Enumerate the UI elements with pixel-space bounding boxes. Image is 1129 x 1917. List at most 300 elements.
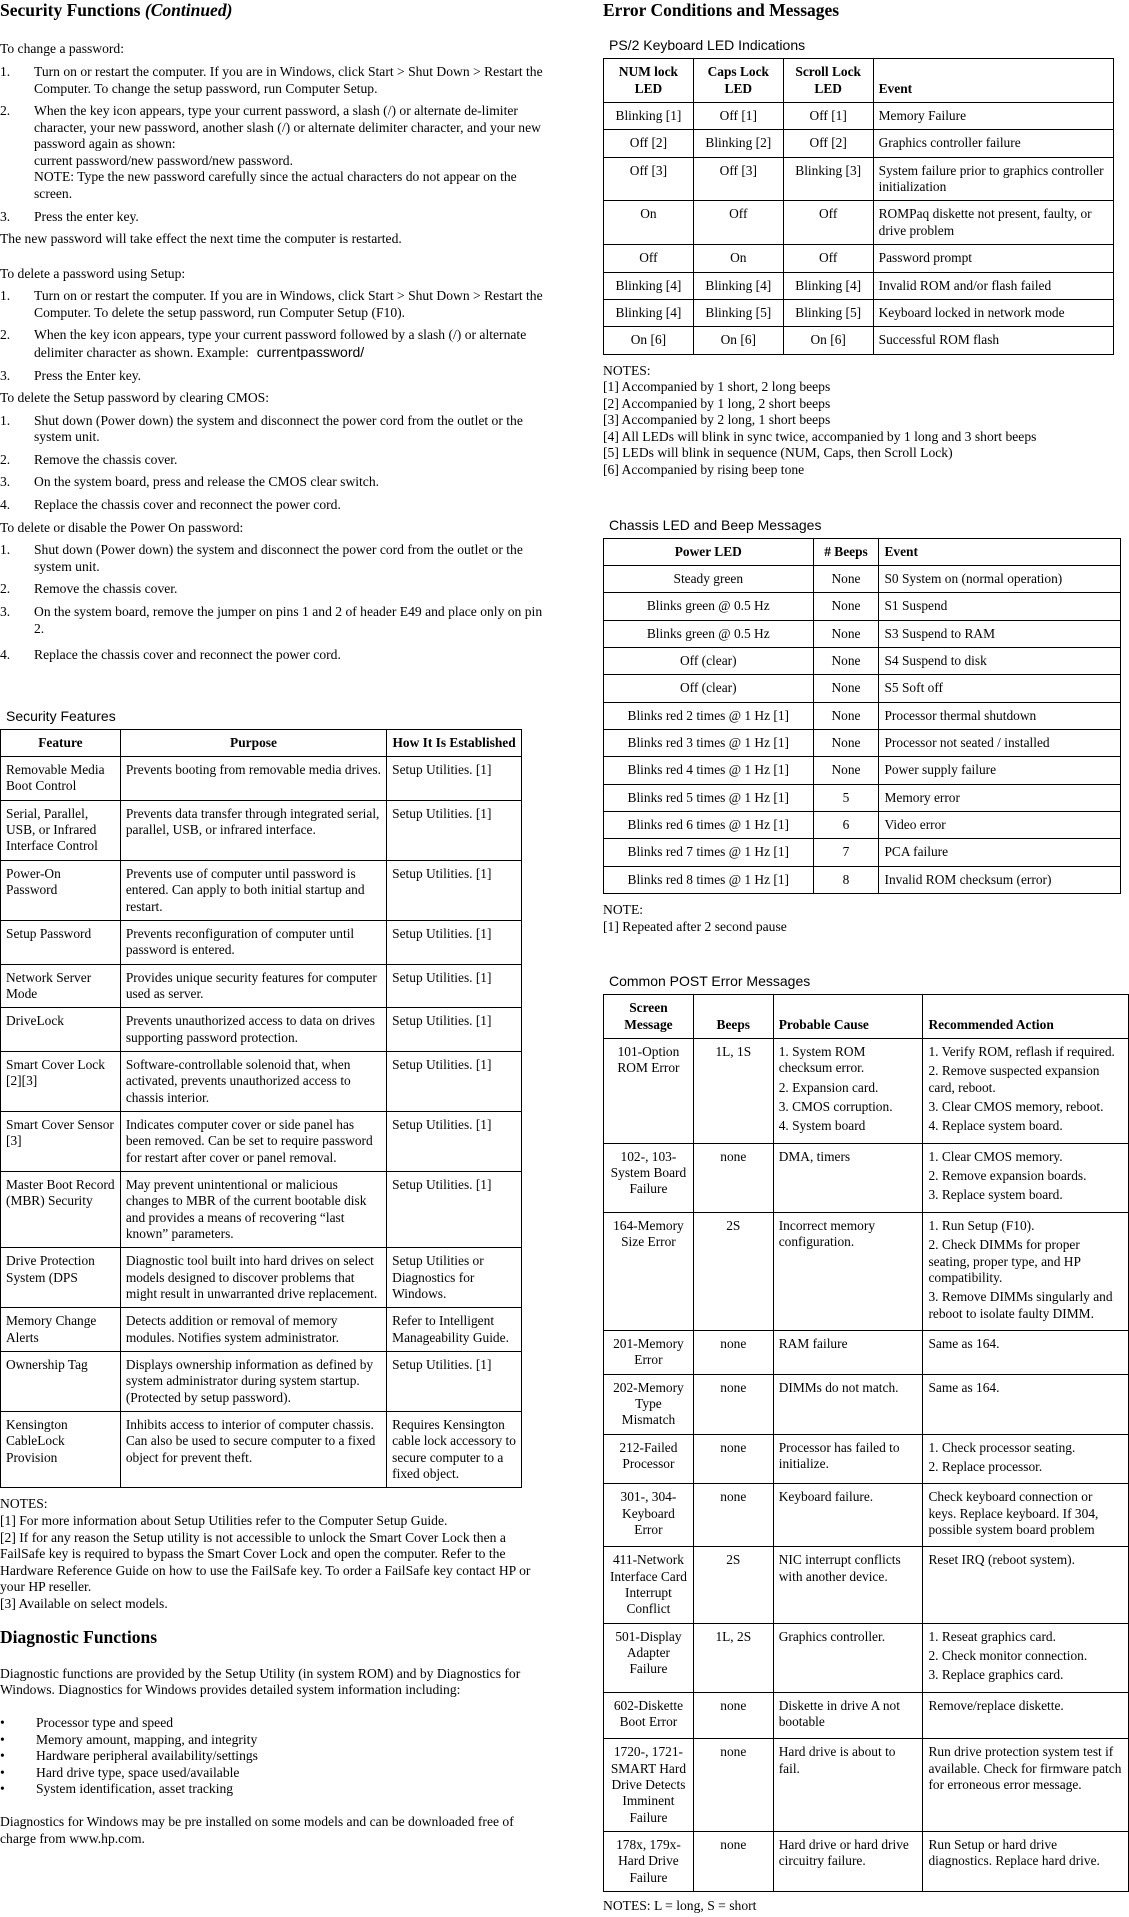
table-cell (923, 1739, 1129, 1832)
note-line: [3] Available on select models. (0, 1595, 168, 1611)
table-row (604, 1692, 1129, 1739)
table-cell: Diagnostic tool built into hard drives on select models designed to discover problems that might result in unwarranted drive replacement. (120, 1248, 386, 1308)
action-line: 2. Check DIMMs for proper seating, proper type, and HP compatibility. (928, 1237, 1081, 1285)
table-cell: none (693, 1434, 773, 1484)
action-line: Run Setup or hard drive diagnostics. Replace hard drive. (928, 1837, 1100, 1869)
table-cell: Blinking [2] (693, 130, 783, 157)
column-header: Event (879, 538, 1121, 565)
table-cell (923, 1547, 1129, 1623)
table-cell: Memory Failure (873, 103, 1113, 130)
table-cell: Prevents use of computer until password is entered. Can apply to both initial startup and restart. (120, 860, 386, 920)
table-cell: Network Server Mode (1, 964, 121, 1008)
table-row (604, 201, 1114, 245)
table-cell: Prevents booting from removable media drives. (120, 757, 386, 801)
cause-line: Processor has failed to initialize. (778, 1439, 900, 1471)
table-cell: None (813, 730, 879, 757)
table-cell: Off [3] (604, 157, 694, 201)
table-cell: Blinking [4] (604, 299, 694, 326)
note-line: [1] Repeated after 2 second pause (603, 918, 787, 934)
table-cell: Off (clear) (604, 648, 814, 675)
table-cell: May prevent unintentional or malicious changes to MBR of the current bootable disk and provides a means of recovering “last known” parameters. (120, 1171, 386, 1247)
table-row (604, 1484, 1129, 1547)
table-row (604, 1330, 1129, 1374)
table-row (604, 620, 1121, 647)
table-row (1, 964, 522, 1008)
table-cell (923, 1330, 1129, 1374)
table-cell: Serial, Parallel, USB, or Infrared Interface Control (1, 800, 121, 860)
table-cell: Invalid ROM checksum (error) (879, 866, 1121, 893)
list-item: 3. Press the Enter key. (0, 367, 142, 383)
delete-password-section (0, 266, 548, 384)
table-cell: Blinking [1] (604, 103, 694, 130)
table-cell: 212-Failed Processor (604, 1434, 694, 1484)
action-line: Same as 164. (928, 1379, 1000, 1395)
table-cell: Blinking [5] (783, 299, 873, 326)
note-line: NOTES: (0, 1496, 48, 1512)
table-cell: Processor thermal shutdown (879, 702, 1121, 729)
table-cell: Off (783, 201, 873, 245)
table-row (604, 839, 1121, 866)
table-cell: S0 System on (normal operation) (879, 566, 1121, 593)
column-header: Beeps (693, 995, 773, 1039)
note-line: [5] LEDs will blink in sequence (NUM, Caps, then Scroll Lock) (603, 445, 953, 461)
note-line: [1] Accompanied by 1 short, 2 long beeps (603, 379, 831, 395)
table-cell: On (693, 245, 783, 272)
table-cell: Setup Utilities. [1] (387, 964, 522, 1008)
table-cell: Blinks red 2 times @ 1 Hz [1] (604, 702, 814, 729)
cause-line: Diskette in drive A not bootable (778, 1697, 900, 1730)
table-cell: 164-Memory Size Error (604, 1212, 694, 1330)
table-cell: Blinking [4] (693, 272, 783, 299)
table-cell: Setup Utilities or Diagnostics for Windows. (387, 1248, 522, 1308)
table-row (604, 730, 1121, 757)
note-line: [1] For more information about Setup Utilities refer to the Computer Setup Guide. (0, 1513, 448, 1529)
table-cell: none (693, 1739, 773, 1832)
table-row (604, 1623, 1129, 1692)
table-cell (773, 1623, 923, 1692)
change-password-steps (0, 64, 548, 225)
table-cell (923, 1434, 1129, 1484)
clear-cmos-intro: To delete the Setup password by clearing CMOS: (0, 390, 269, 406)
table-row (1, 1171, 522, 1247)
table-row (604, 757, 1121, 784)
table-row (604, 1832, 1129, 1892)
table-cell: 1L, 1S (693, 1039, 773, 1144)
table-cell: On (604, 201, 694, 245)
cause-line: 1. System ROM checksum error. (778, 1044, 866, 1076)
table-cell: none (693, 1330, 773, 1374)
list-item: • Processor type and speed (0, 1715, 174, 1731)
table-cell: Setup Utilities. [1] (387, 1051, 522, 1111)
table-cell (923, 1212, 1129, 1330)
table-row (604, 272, 1114, 299)
table-cell: 602-Diskette Boot Error (604, 1692, 694, 1739)
table-cell: System failure prior to graphics controller initialization (873, 157, 1113, 201)
post-notes: NOTES: L = long, S = short (603, 1898, 757, 1914)
ps2-led-table (603, 58, 1114, 354)
table-cell: none (693, 1143, 773, 1212)
table-cell: Detects addition or removal of memory modules. Notifies system administrator. (120, 1308, 386, 1352)
table-cell (923, 1039, 1129, 1144)
table-cell: none (693, 1374, 773, 1434)
list-item: • System identification, asset tracking (0, 1781, 234, 1797)
cause-line: Hard drive or hard drive circuitry failure. (778, 1837, 909, 1869)
table-cell: Memory error (879, 784, 1121, 811)
list-item: 1. Shut down (Power down) the system and disconnect the power cord from the outlet or the system unit. (0, 542, 523, 574)
table-cell: Setup Utilities. [1] (387, 1008, 522, 1052)
table-cell (773, 1039, 923, 1144)
action-line: 1. Verify ROM, reflash if required. (928, 1044, 1115, 1060)
table-cell: Off (693, 201, 783, 245)
security-functions-title: Security Functions (Continued) (0, 0, 233, 20)
clear-cmos-steps (0, 413, 548, 514)
table-cell: 201-Memory Error (604, 1330, 694, 1374)
table-cell: 202-Memory Type Mismatch (604, 1374, 694, 1434)
table-cell: Master Boot Record (MBR) Security (1, 1171, 121, 1247)
table-cell: Successful ROM flash (873, 327, 1113, 354)
table-row (604, 1547, 1129, 1623)
table-row (604, 103, 1114, 130)
table-row (1, 800, 522, 860)
table-cell: Blinks green @ 0.5 Hz (604, 620, 814, 647)
table-row (604, 866, 1121, 893)
password-note: NOTE: Type the new password carefully since the actual characters do not appear on the screen. (34, 169, 517, 201)
table-cell: None (813, 593, 879, 620)
column-header: How It Is Established (387, 729, 522, 756)
chassis-led-title: Chassis LED and Beep Messages (609, 516, 822, 533)
table-cell: S3 Suspend to RAM (879, 620, 1121, 647)
table-cell: Blinks green @ 0.5 Hz (604, 593, 814, 620)
table-cell: Off [1] (693, 103, 783, 130)
table-cell: none (693, 1692, 773, 1739)
cause-line: Incorrect memory configuration. (778, 1217, 876, 1250)
table-row (604, 702, 1121, 729)
column-header: Feature (1, 729, 121, 756)
table-cell: 101-Option ROM Error (604, 1039, 694, 1144)
ps2-led-section (603, 37, 1129, 478)
table-row (604, 130, 1114, 157)
table-cell: 411-Network Interface Card Interrupt Conflict (604, 1547, 694, 1623)
table-cell: Prevents unauthorized access to data on drives supporting password protection. (120, 1008, 386, 1052)
table-row (604, 675, 1121, 702)
action-line: 2. Replace processor. (928, 1458, 1043, 1474)
change-password-intro: To change a password: (0, 41, 124, 57)
table-cell: Blinking [3] (783, 157, 873, 201)
table-cell: PCA failure (879, 839, 1121, 866)
table-cell: None (813, 620, 879, 647)
list-item: 2. Remove the chassis cover. (0, 451, 178, 467)
password-example: currentpassword/ (256, 344, 365, 361)
table-cell: Power-On Password (1, 860, 121, 920)
table-cell: Blinking [5] (693, 299, 783, 326)
table-cell: Displays ownership information as defined by system administrator during system startup. (Protected by setup password). (120, 1352, 386, 1412)
diagnostic-bullet-list (0, 1715, 548, 1798)
cause-line: Keyboard failure. (778, 1489, 874, 1505)
table-cell: Removable Media Boot Control (1, 757, 121, 801)
table-cell: Smart Cover Sensor [3] (1, 1111, 121, 1171)
action-line: 1. Check processor seating. (928, 1439, 1076, 1455)
table-cell (923, 1484, 1129, 1547)
table-cell: Kensington CableLock Provision (1, 1412, 121, 1488)
table-cell (773, 1547, 923, 1623)
table-row (1, 1248, 522, 1308)
table-row (604, 1434, 1129, 1484)
table-cell: Blinks red 4 times @ 1 Hz [1] (604, 757, 814, 784)
table-cell (923, 1692, 1129, 1739)
table-cell: Off [2] (783, 130, 873, 157)
table-cell: Blinking [4] (783, 272, 873, 299)
table-cell: 1720-, 1721-SMART Hard Drive Detects Imminent Failure (604, 1739, 694, 1832)
table-row (604, 1039, 1129, 1144)
table-row (604, 812, 1121, 839)
table-cell: Setup Utilities. [1] (387, 1171, 522, 1247)
table-cell: Provides unique security features for computer used as server. (120, 964, 386, 1008)
action-line: 1. Run Setup (F10). (928, 1217, 1035, 1233)
column-header: Probable Cause (773, 995, 923, 1039)
column-header: NUM lock LED (604, 59, 694, 103)
action-line: 3. Replace system board. (928, 1187, 1063, 1203)
action-line: 4. Replace system board. (928, 1118, 1063, 1134)
left-column (0, 0, 548, 1847)
table-cell: None (813, 566, 879, 593)
cause-line: DMA, timers (778, 1148, 851, 1164)
list-item: 1. Turn on or restart the computer. If you are in Windows, click Start > Shut Down > Restart the Computer. To delete the setup password, run Computer Setup (F10). (0, 288, 543, 320)
action-line: 3. Replace graphics card. (928, 1667, 1064, 1683)
table-row (604, 566, 1121, 593)
table-cell (773, 1739, 923, 1832)
action-line: Reset IRQ (reboot system). (928, 1552, 1075, 1568)
diagnostic-functions-title: Diagnostic Functions (0, 1626, 158, 1647)
note-line: [3] Accompanied by 2 long, 1 short beeps (603, 412, 831, 428)
chassis-led-table (603, 538, 1121, 894)
power-on-steps (0, 542, 548, 663)
password-format: current password/new password/new password. (34, 152, 293, 168)
cause-line: Hard drive is about to fail. (778, 1744, 896, 1776)
column-header: # Beeps (813, 538, 879, 565)
cause-line: RAM failure (778, 1335, 848, 1351)
table-cell: none (693, 1484, 773, 1547)
delete-password-steps (0, 288, 548, 384)
table-cell (773, 1143, 923, 1212)
chassis-led-section (603, 517, 1129, 936)
post-errors-section (603, 973, 1129, 1914)
list-item: 2. Remove the chassis cover. (0, 581, 178, 597)
table-cell: Off (783, 245, 873, 272)
table-cell: 5 (813, 784, 879, 811)
table-cell (923, 1623, 1129, 1692)
table-cell: DriveLock (1, 1008, 121, 1052)
table-cell: S4 Suspend to disk (879, 648, 1121, 675)
table-row (604, 1374, 1129, 1434)
table-cell: Requires Kensington cable lock accessory to secure computer to a fixed object. (387, 1412, 522, 1488)
table-cell: On [6] (693, 327, 783, 354)
table-cell: Graphics controller failure (873, 130, 1113, 157)
list-item: 2. When the key icon appears, type your current password, a slash (/) or alternate de-limiter character, your new password, another slash (/) or alternate delimiter character, and your new password again as shown: current password/new password/new password. NOTE: Type the new password carefully since the actual characters do not appear on the screen. (0, 103, 541, 201)
table-cell: Off [2] (604, 130, 694, 157)
table-cell (923, 1374, 1129, 1434)
list-item: 3. On the system board, remove the jumper on pins 1 and 2 of header E49 and place only on pin 2. (0, 603, 543, 636)
table-cell (773, 1374, 923, 1434)
column-header: Purpose (120, 729, 386, 756)
table-cell (773, 1212, 923, 1330)
security-features-section (0, 708, 548, 1613)
table-row (1, 860, 522, 920)
table-cell: Blinks red 6 times @ 1 Hz [1] (604, 812, 814, 839)
cause-line: NIC interrupt conflicts with another device. (778, 1552, 901, 1584)
ps2-notes (603, 363, 1129, 479)
action-line: Same as 164. (928, 1335, 1000, 1351)
action-line: 3. Clear CMOS memory, reboot. (928, 1099, 1104, 1115)
table-cell: 102-, 103-System Board Failure (604, 1143, 694, 1212)
security-features-title: Security Features (6, 707, 116, 724)
table-cell: Processor not seated / installed (879, 730, 1121, 757)
error-conditions-title: Error Conditions and Messages (603, 0, 840, 20)
list-item: 1. Shut down (Power down) the system and disconnect the power cord from the outlet or the system unit. (0, 412, 523, 445)
security-features-notes (0, 1496, 548, 1612)
list-item: • Hardware peripheral availability/settings (0, 1748, 258, 1764)
action-line: Check keyboard connection or keys. Replace keyboard. If 304, possible system board problem (928, 1489, 1099, 1537)
column-header: Recommended Action (923, 995, 1129, 1039)
note-line: [6] Accompanied by rising beep tone (603, 462, 805, 478)
table-cell: Off (604, 245, 694, 272)
power-on-password-section (0, 520, 548, 664)
table-cell (773, 1832, 923, 1892)
action-line: 1. Clear CMOS memory. (928, 1148, 1063, 1164)
list-item: • Memory amount, mapping, and integrity (0, 1731, 258, 1747)
note-line: [2] If for any reason the Setup utility is not accessible to unlock the Smart Cover Lock then a FailSafe key is required to bypass the Smart Cover Lock and open the computer. Refer to the Hardware Reference Guide on how to use the FailSafe key. To order a FailSafe key contact HP or your HP reseller. (0, 1529, 531, 1595)
column-header: Event (873, 59, 1113, 103)
column-header: Scroll Lock LED (783, 59, 873, 103)
table-cell: Password prompt (873, 245, 1113, 272)
table-row (1, 1308, 522, 1352)
table-row (604, 784, 1121, 811)
table-row (1, 1008, 522, 1052)
table-cell: 1L, 2S (693, 1623, 773, 1692)
table-cell: Ownership Tag (1, 1352, 121, 1412)
table-cell: Off [3] (693, 157, 783, 201)
table-row (1, 1352, 522, 1412)
table-cell: Blinks red 8 times @ 1 Hz [1] (604, 866, 814, 893)
cause-line: Graphics controller. (778, 1628, 886, 1644)
table-cell: Setup Utilities. [1] (387, 860, 522, 920)
table-row (1, 1412, 522, 1488)
table-row (1, 920, 522, 964)
table-cell: Indicates computer cover or side panel has been removed. Can be set to require password for restart after cover or panel removal. (120, 1111, 386, 1171)
table-cell: 501-Display Adapter Failure (604, 1623, 694, 1692)
table-cell: none (693, 1832, 773, 1892)
table-cell: Setup Password (1, 920, 121, 964)
table-cell: Blinks red 5 times @ 1 Hz [1] (604, 784, 814, 811)
note-line: [4] All LEDs will blink in sync twice, accompanied by 1 long and 3 short beeps (603, 428, 1037, 444)
cause-line: DIMMs do not match. (778, 1379, 899, 1395)
note-line: NOTE: (603, 902, 644, 918)
table-cell: On [6] (604, 327, 694, 354)
table-row (604, 593, 1121, 620)
table-cell: On [6] (783, 327, 873, 354)
right-column (603, 0, 1129, 1915)
list-item: 4. Replace the chassis cover and reconnect the power cord. (0, 497, 341, 513)
table-cell: None (813, 702, 879, 729)
table-cell: Refer to Intelligent Manageability Guide. (387, 1308, 522, 1352)
table-cell: Off (clear) (604, 675, 814, 702)
table-cell: 2S (693, 1547, 773, 1623)
table-cell: Drive Protection System (DPS (1, 1248, 121, 1308)
table-row (604, 157, 1114, 201)
table-row (1, 1051, 522, 1111)
table-cell: 2S (693, 1212, 773, 1330)
list-item: • Hard drive type, space used/available (0, 1764, 240, 1780)
table-cell: Memory Change Alerts (1, 1308, 121, 1352)
action-line: 2. Remove expansion boards. (928, 1168, 1087, 1184)
action-line: 2. Check monitor connection. (928, 1648, 1088, 1664)
post-errors-table (603, 994, 1129, 1892)
table-cell: Keyboard locked in network mode (873, 299, 1113, 326)
diagnostic-intro: Diagnostic functions are provided by the Setup Utility (in system ROM) and by Diagnostics for Windows. Diagnostics for Windows provides detailed system information including: (0, 1665, 521, 1698)
security-features-table (0, 729, 522, 1489)
table-cell: Video error (879, 812, 1121, 839)
cause-line: 2. Expansion card. (778, 1079, 879, 1095)
table-cell: Blinks red 7 times @ 1 Hz [1] (604, 839, 814, 866)
list-item: 2. When the key icon appears, type your current password followed by a slash (/) or alternate delimiter character as shown. Example: currentpassword/ (0, 327, 527, 361)
table-cell: Blinking [4] (604, 272, 694, 299)
table-cell: Setup Utilities. [1] (387, 757, 522, 801)
action-line: 1. Reseat graphics card. (928, 1628, 1056, 1644)
table-cell: Software-controllable solenoid that, when activated, prevents unauthorized access to chassis interior. (120, 1051, 386, 1111)
table-cell: 301-, 304-Keyboard Error (604, 1484, 694, 1547)
table-cell: Setup Utilities. [1] (387, 920, 522, 964)
clear-cmos-section (0, 390, 548, 513)
table-cell: None (813, 675, 879, 702)
diagnostic-outro: Diagnostics for Windows may be pre installed on some models and can be downloaded free of charge from www.hp.com. (0, 1813, 514, 1846)
table-cell (773, 1434, 923, 1484)
column-header: Screen Message (604, 995, 694, 1039)
delete-password-intro: To delete a password using Setup: (0, 265, 186, 281)
table-cell: Setup Utilities. [1] (387, 1111, 522, 1171)
table-cell: Blinks red 3 times @ 1 Hz [1] (604, 730, 814, 757)
column-header: Caps Lock LED (693, 59, 783, 103)
table-cell (923, 1143, 1129, 1212)
table-cell: S1 Suspend (879, 593, 1121, 620)
table-row (604, 1212, 1129, 1330)
table-row (604, 1739, 1129, 1832)
table-row (1, 1111, 522, 1171)
table-cell: Setup Utilities. [1] (387, 1352, 522, 1412)
table-cell: Prevents reconfiguration of computer until password is entered. (120, 920, 386, 964)
list-item: 4. Replace the chassis cover and reconnect the power cord. (0, 647, 341, 663)
power-on-intro: To delete or disable the Power On password: (0, 519, 244, 535)
table-cell: Smart Cover Lock [2][3] (1, 1051, 121, 1111)
table-cell: Power supply failure (879, 757, 1121, 784)
note-line: NOTES: (603, 362, 651, 378)
note-line: [2] Accompanied by 1 long, 2 short beeps (603, 395, 831, 411)
password-effect-text: The new password will take effect the next time the computer is restarted. (0, 231, 402, 247)
table-row (604, 648, 1121, 675)
table-cell: 178x, 179x-Hard Drive Failure (604, 1832, 694, 1892)
list-item: 1. Turn on or restart the computer. If you are in Windows, click Start > Shut Down > Restart the Computer. To change the setup password, run Computer Setup. (0, 63, 543, 96)
change-password-section (0, 41, 548, 247)
table-cell: Prevents data transfer through integrated serial, parallel, USB, or infrared interface. (120, 800, 386, 860)
table-row (604, 299, 1114, 326)
diagnostic-functions-section (0, 1627, 548, 1848)
table-cell (773, 1692, 923, 1739)
ps2-led-title: PS/2 Keyboard LED Indications (609, 37, 806, 54)
table-row (1, 757, 522, 801)
action-line: 3. Remove DIMMs singularly and reboot to isolate faulty DIMM. (928, 1289, 1113, 1321)
table-cell: Setup Utilities. [1] (387, 800, 522, 860)
action-line: Remove/replace diskette. (928, 1697, 1064, 1713)
table-cell: Inhibits access to interior of computer chassis. Can also be used to secure computer to a fixed object for prevent theft. (120, 1412, 386, 1488)
table-cell (923, 1832, 1129, 1892)
